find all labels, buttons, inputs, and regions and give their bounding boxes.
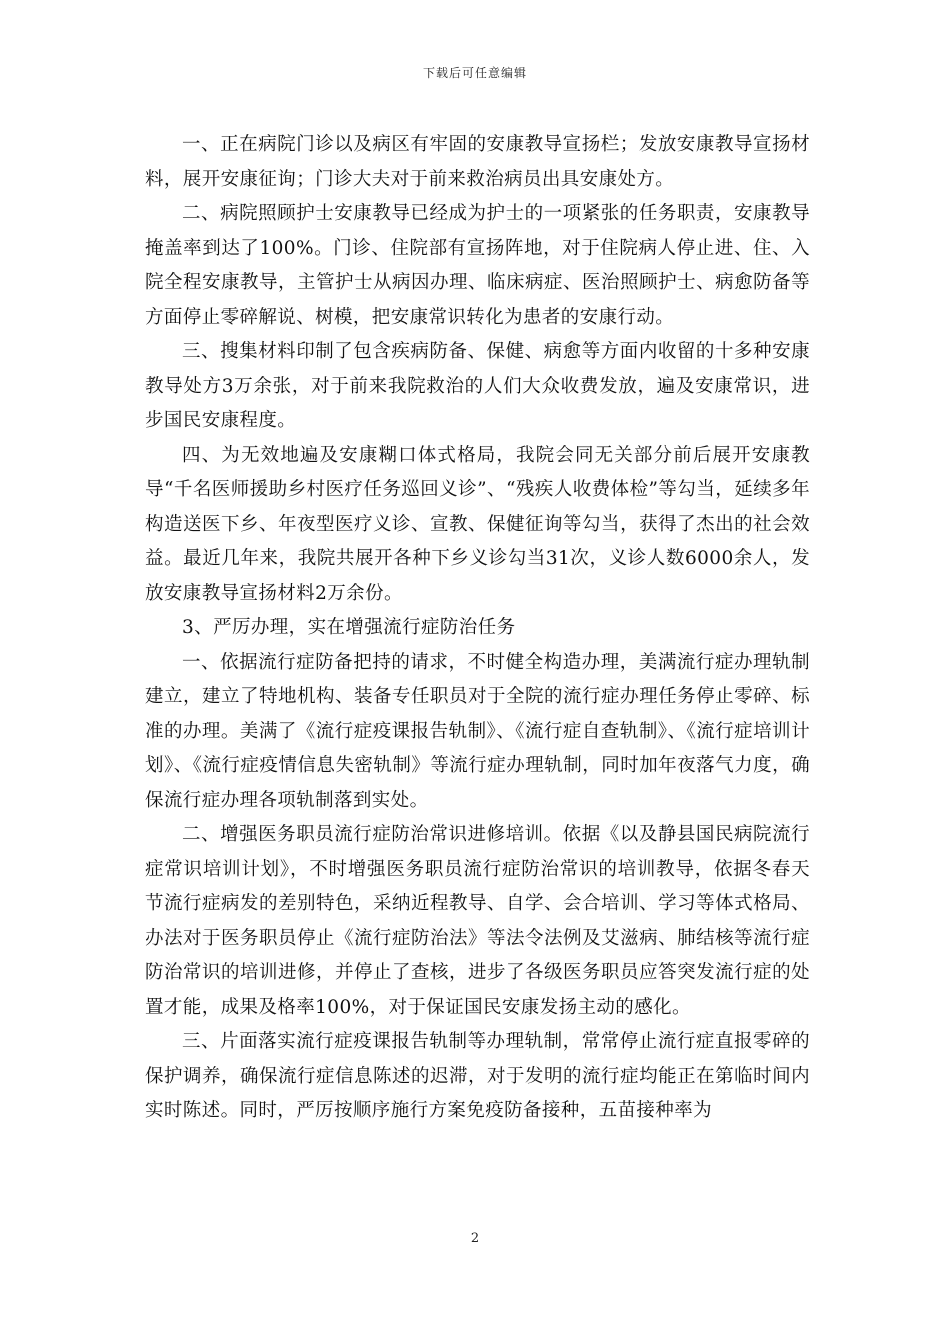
page-header: 下载后可任意编辑 <box>422 66 527 80</box>
section-heading: 3、严厉办理，实在增强流行症防治任务 <box>182 617 516 638</box>
paragraph-1: 一、正在病院门诊以及病区有牢固的安康教导宣扬栏；发放安康教导宣扬材料，展开安康征询；门诊大夫对于前来救治病员出具安康处方。 <box>145 134 810 190</box>
paragraph-7: 三、片面落实流行症疫课报告轨制等办理轨制，常常停止流行症直报零碎的保护调养，确保流行症信息陈述的迟滞，对于发明的流行症均能正在第临时间内实时陈述。同时，严厉按顺序施行方案免疫防备接种，五苗接种率为 <box>145 1031 810 1121</box>
paragraph-4: 四、为无效地遍及安康糊口体式格局，我院会同无关部分前后展开安康教导“千名医师援助乡村医疗任务巡回义诊”、“残疾人收费体检”等勾当，延续多年构造送医下乡、年夜型医疗义诊、宣教、保健征询等勾当，获得了杰出的社会效益。最近几年来，我院共展开各种下乡义诊勾当31次，义诊人数6000余人，发放安康教导宣扬材料2万余份。 <box>145 444 810 604</box>
page-number: 2 <box>470 1231 480 1246</box>
paragraph-3: 三、搜集材料印制了包含疾病防备、保健、病愈等方面内收留的十多种安康教导处方3万余张，对于前来我院救治的人们大众收费发放，遍及安康常识，进步国民安康程度。 <box>145 341 810 431</box>
paragraph-6: 二、增强医务职员流行症防治常识进修培训。依据《以及静县国民病院流行症常识培训计划》，不时增强医务职员流行症防治常识的培训教导，依据冬春天节流行症病发的差别特色，采纳近程教导、自学、会合培训、学习等体式格局、办法对于医务职员停止《流行症防治法》等法令法例及艾滋病、肺结核等流行症防治常识的培训进修，并停止了查核，进步了各级医务职员应答突发流行症的处置才能，成果及格率100%，对于保证国民安康发扬主动的感化。 <box>145 824 810 1018</box>
paragraph-2: 二、病院照顾护士安康教导已经成为护士的一项紧张的任务职责，安康教导掩盖率到达了100%。门诊、住院部有宣扬阵地，对于住院病人停止进、住、入院全程安康教导，主管护士从病因办理、临床病症、医治照顾护士、病愈防备等方面停止零碎解说、树模，把安康常识转化为患者的安康行动。 <box>145 203 810 328</box>
document-body <box>145 128 810 1129</box>
paragraph-5: 一、依据流行症防备把持的请求，不时健全构造办理，美满流行症办理轨制建立，建立了特地机构、装备专任职员对于全院的流行症办理任务停止零碎、标准的办理。美满了《流行症疫课报告轨制》、《流行症自查轨制》、《流行症培训计划》、《流行症疫情信息失密轨制》等流行症办理轨制，同时加年夜落气力度，确保流行症办理各项轨制落到实处。 <box>145 651 810 811</box>
